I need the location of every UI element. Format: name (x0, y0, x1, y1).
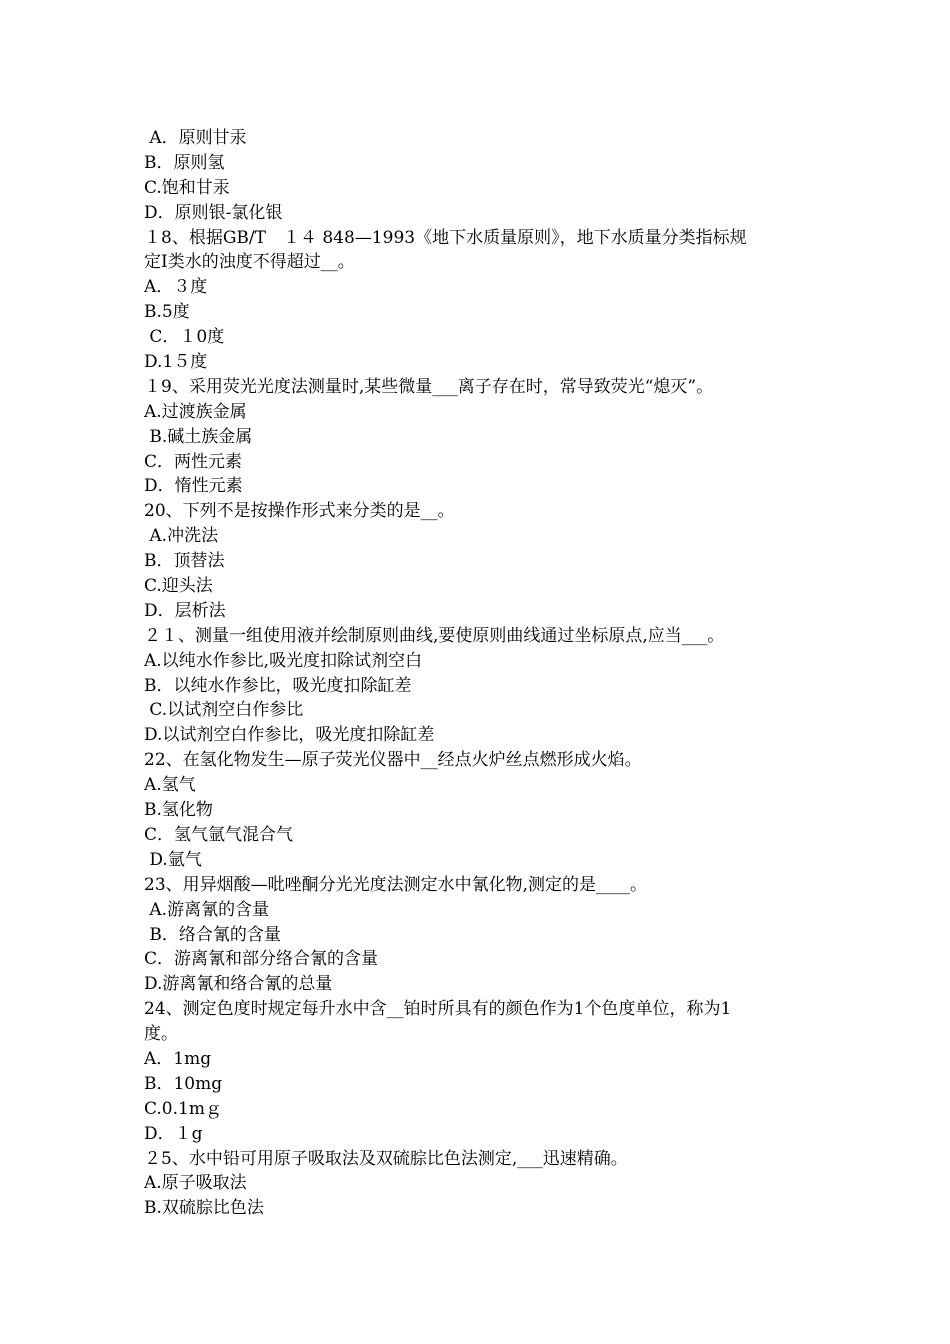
option-d-line: D．原则银-氯化银 (144, 202, 283, 223)
option-b-line: B．原则氢 (144, 152, 225, 173)
option-b-line: B．10mg (144, 1073, 223, 1094)
option-c-line: C.以试剂空白作参比 (144, 700, 304, 721)
document-body (144, 126, 816, 1221)
option-b-line: B.氢化物 (144, 800, 213, 821)
option-c-line: C．两性元素 (144, 451, 243, 472)
option-b-line: B．以纯水作参比，吸光度扣除缸差 (144, 675, 412, 696)
question-22-line: 22、在氢化物发生—原子荧光仪器中__经点火炉丝点燃形成火焰。 (144, 750, 642, 771)
option-d-line: D.游离氰和络合氰的总量 (144, 974, 333, 995)
option-a-line: A.以纯水作参比,吸光度扣除试剂空白 (144, 650, 423, 671)
question-24-line-2: 度。 (144, 1024, 178, 1045)
option-a-line: A.过渡族金属 (144, 401, 247, 422)
option-c-line: C.饱和甘汞 (144, 177, 230, 198)
option-a-line: A.冲洗法 (144, 526, 219, 547)
question-25-line: ２5、水中铅可用原子吸取法及双硫腙比色法测定,___迅速精确。 (144, 1148, 628, 1169)
option-b-line: B．络合氰的含量 (144, 924, 281, 945)
option-d-line: D.以试剂空白作参比，吸光度扣除缸差 (144, 725, 435, 746)
option-b-line: B.双硫腙比色法 (144, 1198, 264, 1219)
question-24-line-1: 24、测定色度时规定每升水中含__铂时所具有的颜色作为1个色度单位，称为1 (144, 999, 732, 1020)
option-b-line: B.碱土族金属 (144, 426, 253, 447)
question-23-line: 23、用异烟酸—吡唑酮分光光度法测定水中氰化物,测定的是____。 (144, 874, 648, 895)
option-c-line: C.迎头法 (144, 576, 213, 597)
option-a-line: A．1mg (144, 1048, 212, 1069)
option-d-line: D．惰性元素 (144, 476, 243, 497)
option-d-line: D.1５度 (144, 352, 208, 373)
question-19-line: １9、采用荧光光度法测量时,某些微量___离子存在时，常导致荧光“熄灭”。 (144, 376, 714, 397)
option-c-line: C．氢气氩气混合气 (144, 824, 294, 845)
option-d-line: D.氩气 (144, 849, 202, 870)
option-a-line: A.游离氰的含量 (144, 899, 270, 920)
option-c-line: C．１0度 (144, 327, 225, 348)
option-a-line: A．３度 (144, 277, 208, 298)
question-21-line: ２１、测量一组使用液并绘制原则曲线,要使原则曲线通过坐标原点,应当___。 (144, 625, 725, 646)
option-d-line: D．层析法 (144, 600, 226, 621)
option-a-line: A．原则甘汞 (144, 128, 247, 148)
option-a-line: A.原子吸取法 (144, 1173, 247, 1194)
option-b-line: B.5度 (144, 302, 190, 323)
option-d-line: D．１g (144, 1123, 203, 1144)
question-20-line: 20、下列不是按操作形式来分类的是__。 (144, 501, 455, 522)
option-c-line: C.0.1mｇ (144, 1098, 222, 1119)
option-b-line: B．顶替法 (144, 551, 225, 572)
option-a-line: A.氢气 (144, 775, 196, 796)
question-18-line-1: １8、根据GB/T １４ 848—1993《地下水质量原则》，地下水质量分类指标规 (144, 227, 747, 248)
question-18-line-2: 定Ⅰ类水的浊度不得超过__。 (144, 252, 355, 273)
option-c-line: C．游离氰和部分络合氰的含量 (144, 949, 379, 970)
